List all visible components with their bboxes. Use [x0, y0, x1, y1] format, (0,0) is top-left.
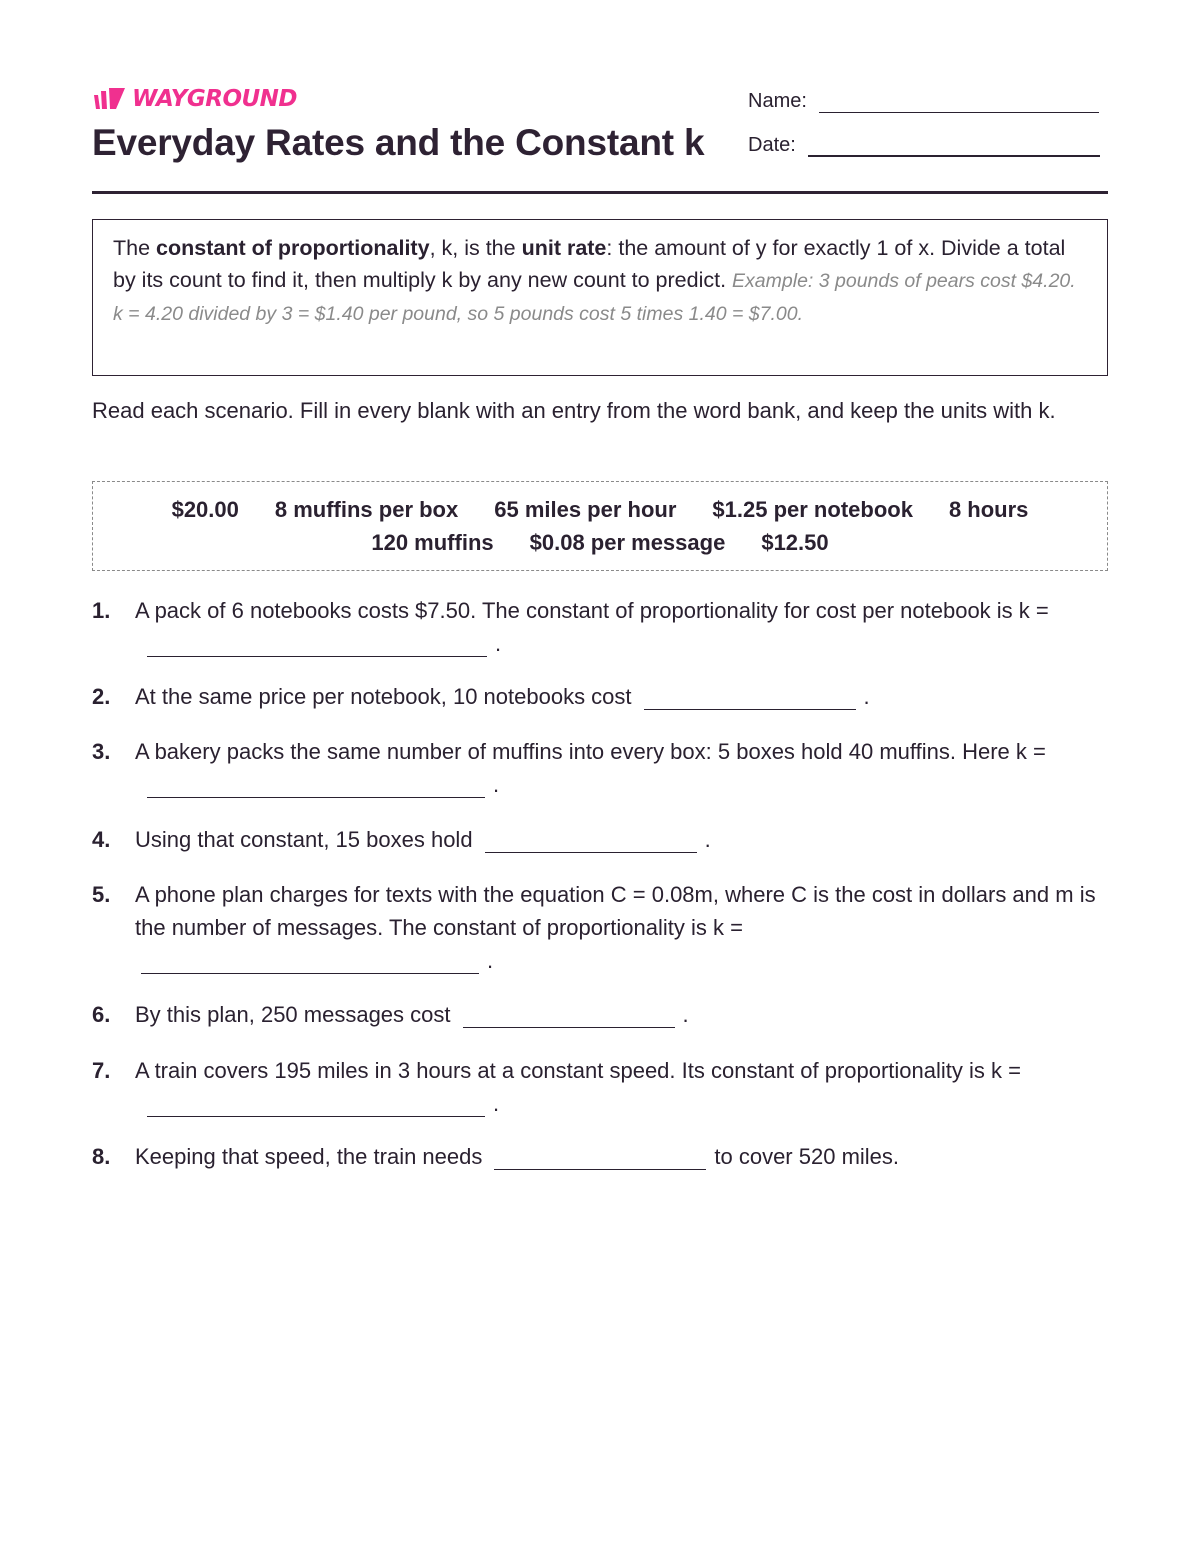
answer-blank[interactable]: [141, 949, 479, 974]
name-line[interactable]: [819, 111, 1099, 113]
question-prompt: A phone plan charges for texts with the equation C = 0.08m, where C is the cost in dollars and m is the number of messages. The constant of proportionality is k =: [135, 882, 1096, 940]
question-text: [135, 878, 1110, 977]
question-number: 4.: [92, 827, 111, 852]
word-bank-item: 8 muffins per box: [274, 497, 459, 522]
question-prompt: By this plan, 250 messages cost: [135, 1002, 451, 1027]
question-text: [135, 1054, 1110, 1120]
question-prompt: A bakery packs the same number of muffins into every box: 5 boxes hold 40 muffins. Here k =: [135, 739, 1046, 764]
question-number: 3.: [92, 739, 111, 764]
instructions: Read each scenario. Fill in every blank with an entry from the word bank, and keep the units with k.: [92, 398, 1056, 423]
info-text-2: , k, is the: [429, 236, 522, 260]
date-line[interactable]: [808, 154, 1100, 157]
wayground-logo-icon: [92, 87, 126, 111]
question-prompt: A train covers 195 miles in 3 hours at a constant speed. Its constant of proportionality is k =: [135, 1058, 1021, 1083]
question-number: 5.: [92, 882, 111, 907]
word-bank-item: $20.00: [171, 497, 239, 522]
question-text: [135, 998, 1110, 1031]
brand-logo: [92, 86, 297, 112]
question-suffix: .: [487, 948, 494, 973]
info-bold-term-2: unit rate: [521, 236, 607, 260]
question-suffix: to cover 520 miles.: [714, 1144, 900, 1169]
word-bank-item: 8 hours: [948, 497, 1029, 522]
info-text-1: The: [113, 236, 157, 260]
question-number: 8.: [92, 1144, 111, 1169]
question-text: [135, 594, 1110, 660]
question-prompt: At the same price per notebook, 10 notebooks cost: [135, 684, 632, 709]
word-bank: [92, 481, 1108, 571]
answer-blank[interactable]: [485, 828, 697, 853]
question-number: 2.: [92, 684, 111, 709]
answer-blank[interactable]: [147, 632, 487, 657]
answer-blank[interactable]: [147, 773, 485, 798]
info-bold-term-1: constant of proportionality: [156, 236, 430, 260]
worksheet-header: [92, 84, 1108, 196]
word-bank-item: $1.25 per notebook: [712, 497, 913, 522]
question-suffix: .: [682, 1002, 689, 1027]
definition-box: [92, 219, 1108, 376]
question-text: [135, 1140, 1110, 1173]
answer-blank[interactable]: [644, 685, 856, 710]
name-label: Name:: [748, 90, 807, 112]
page-title: Everyday Rates and the Constant k: [92, 122, 705, 163]
brand-name: WAYGROUND: [132, 86, 298, 112]
word-bank-item: 65 miles per hour: [494, 497, 677, 522]
word-bank-item: $0.08 per message: [529, 530, 726, 555]
word-bank-item: $12.50: [761, 530, 829, 555]
question-text: [135, 735, 1110, 801]
header-divider: [92, 191, 1108, 194]
word-bank-item: 120 muffins: [371, 530, 494, 555]
question-suffix: .: [493, 1091, 500, 1116]
question-prompt: Using that constant, 15 boxes hold: [135, 827, 473, 852]
answer-blank[interactable]: [147, 1092, 485, 1117]
info-text-3: : the amount of y for exactly 1 of x. Divide a total by its count to find it, then multiply k by any new count to predict.: [113, 236, 1066, 292]
question-prompt: Keeping that speed, the train needs: [135, 1144, 483, 1169]
date-field[interactable]: [748, 134, 1100, 157]
date-label: Date:: [748, 134, 796, 156]
question-prompt: A pack of 6 notebooks costs $7.50. The constant of proportionality for cost per notebook is k =: [135, 598, 1049, 623]
info-example: Example: 3 pounds of pears cost $4.20. k = 4.20 divided by 3 = $1.40 per pound, so 5 pounds cost 5 times 1.40 = $7.00.: [113, 270, 1076, 325]
answer-blank[interactable]: [494, 1145, 706, 1170]
question-number: 6.: [92, 1002, 111, 1027]
name-field[interactable]: [748, 90, 1099, 113]
answer-blank[interactable]: [463, 1003, 675, 1028]
question-number: 7.: [92, 1058, 111, 1083]
question-suffix: .: [863, 684, 870, 709]
question-suffix: .: [495, 631, 502, 656]
question-suffix: .: [704, 827, 711, 852]
question-text: [135, 680, 1110, 713]
question-suffix: .: [493, 772, 500, 797]
question-text: [135, 823, 1110, 856]
question-number: 1.: [92, 598, 111, 623]
